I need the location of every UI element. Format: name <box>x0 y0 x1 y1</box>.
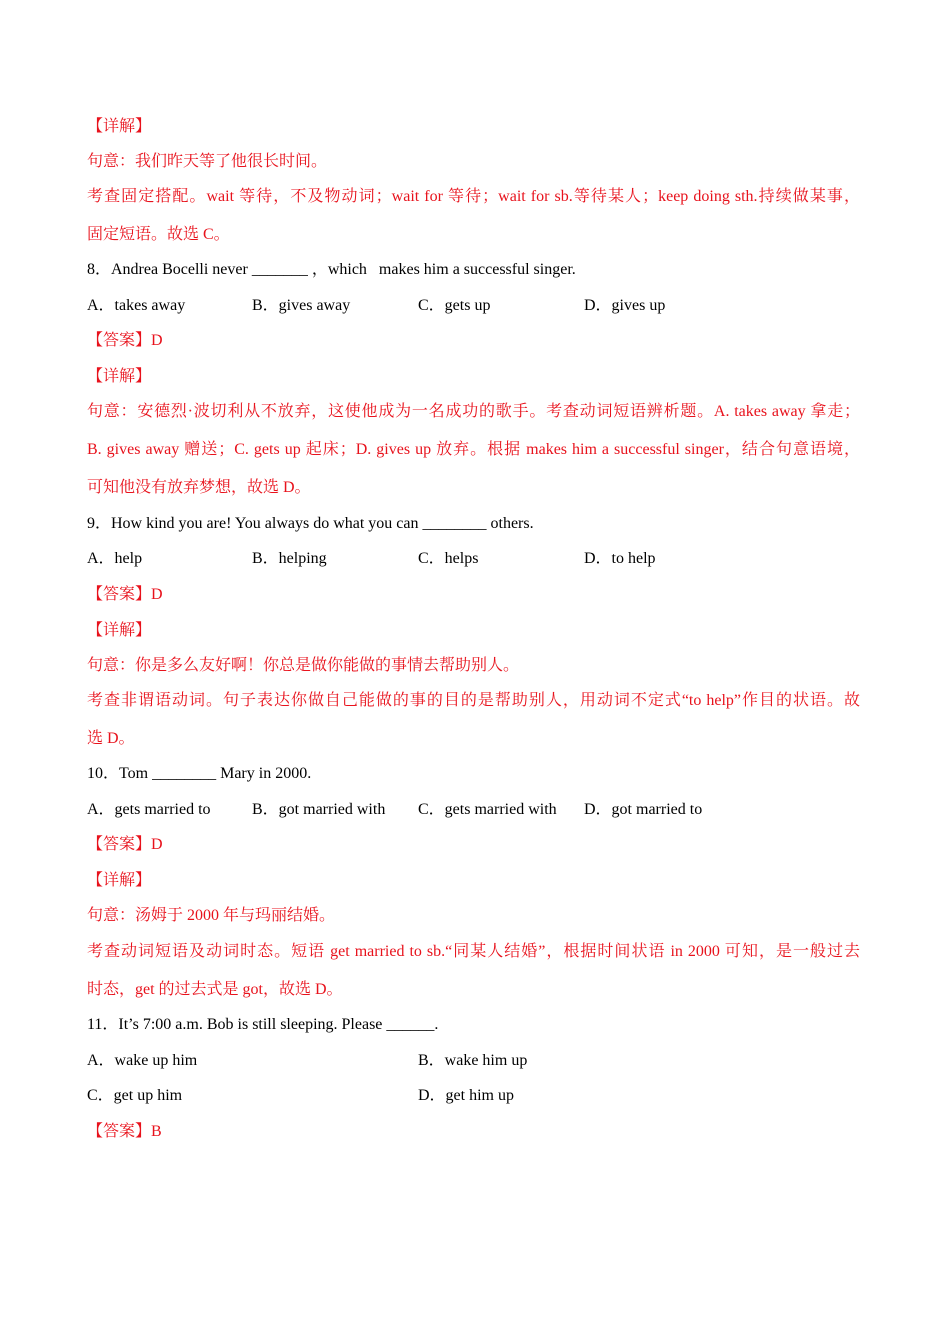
q10-explain-1: 考查动词短语及动词时态。短语 get married to sb.“同某人结婚”，根据时间状语 in 2000 可知，是一般过去 <box>87 943 860 960</box>
q9-explain-1: 考查非谓语动词。句子表达你做自己能做的事的目的是帮助别人，用动词不定式“to help”作目的状语。故 <box>87 692 860 709</box>
q9-option-c: C．helps <box>418 550 479 567</box>
detail-label: 【详解】 <box>87 118 152 135</box>
q9-option-d: D．to help <box>584 550 656 567</box>
q9-explain-2: 选 D。 <box>87 730 135 747</box>
q9-option-b: B．helping <box>252 550 327 567</box>
q11-option-a: A．wake up him <box>87 1052 198 1069</box>
q7-meaning: 句意：我们昨天等了他很长时间。 <box>87 153 328 170</box>
q8-option-d: D．gives up <box>584 297 666 314</box>
q10-option-a: A．gets married to <box>87 801 211 818</box>
q10-stem: 10．Tom ________ Mary in 2000. <box>87 765 312 782</box>
q11-option-c: C．get up him <box>87 1087 183 1104</box>
q8-answer-value: D <box>151 332 163 349</box>
q7-explain-2: 固定短语。故选 C。 <box>87 226 230 243</box>
q8-stem: 8．Andrea Bocelli never _______ ，which makes him a successful singer. <box>87 261 576 278</box>
q11-option-b: B．wake him up <box>418 1052 528 1069</box>
q8-option-c: C．gets up <box>418 297 491 314</box>
q8-explain-2: B. gives away 赠送；C. gets up 起床；D. gives up 放弃。根据 makes him a successful singer，结合句意语境， <box>87 441 860 458</box>
detail-label: 【详解】 <box>87 872 152 889</box>
detail-label: 【详解】 <box>87 368 152 385</box>
answer-label: 【答案】 <box>87 836 152 853</box>
q10-answer <box>87 835 163 855</box>
q11-option-d: D．get him up <box>418 1087 514 1104</box>
answer-label: 【答案】 <box>87 586 152 603</box>
q11-answer-value: B <box>151 1123 162 1140</box>
detail-label: 【详解】 <box>87 622 152 639</box>
q10-option-d: D．got married to <box>584 801 703 818</box>
q10-explain-2: 时态，get 的过去式是 got，故选 D。 <box>87 981 343 998</box>
q11-stem: 11．It’s 7:00 a.m. Bob is still sleeping. Please ______. <box>87 1016 439 1033</box>
q10-answer-value: D <box>151 836 163 853</box>
answer-label: 【答案】 <box>87 332 152 349</box>
q9-option-a: A．help <box>87 550 143 567</box>
q10-option-b: B．got married with <box>252 801 386 818</box>
q10-option-c: C．gets married with <box>418 801 557 818</box>
q9-answer-value: D <box>151 586 163 603</box>
q9-stem: 9．How kind you are! You always do what you can ________ others. <box>87 515 534 532</box>
q8-explain-3: 可知他没有放弃梦想，故选 D。 <box>87 479 311 496</box>
q7-explain-1: 考查固定搭配。wait 等待，不及物动词；wait for 等待；wait for sb.等待某人；keep doing sth.持续做某事， <box>87 188 860 205</box>
q11-answer <box>87 1122 162 1142</box>
q9-answer <box>87 585 163 605</box>
answer-label: 【答案】 <box>87 1123 152 1140</box>
q9-meaning: 句意：你是多么友好啊！你总是做你能做的事情去帮助别人。 <box>87 657 520 674</box>
q8-answer <box>87 331 163 351</box>
q8-option-b: B．gives away <box>252 297 351 314</box>
q8-option-a: A．takes away <box>87 297 186 314</box>
q10-meaning: 句意：汤姆于 2000 年与玛丽结婚。 <box>87 907 336 924</box>
q8-explain-1: 句意：安德烈·波切利从不放弃，这使他成为一名成功的歌手。考查动词短语辨析题。A. takes away 拿走； <box>87 403 860 420</box>
